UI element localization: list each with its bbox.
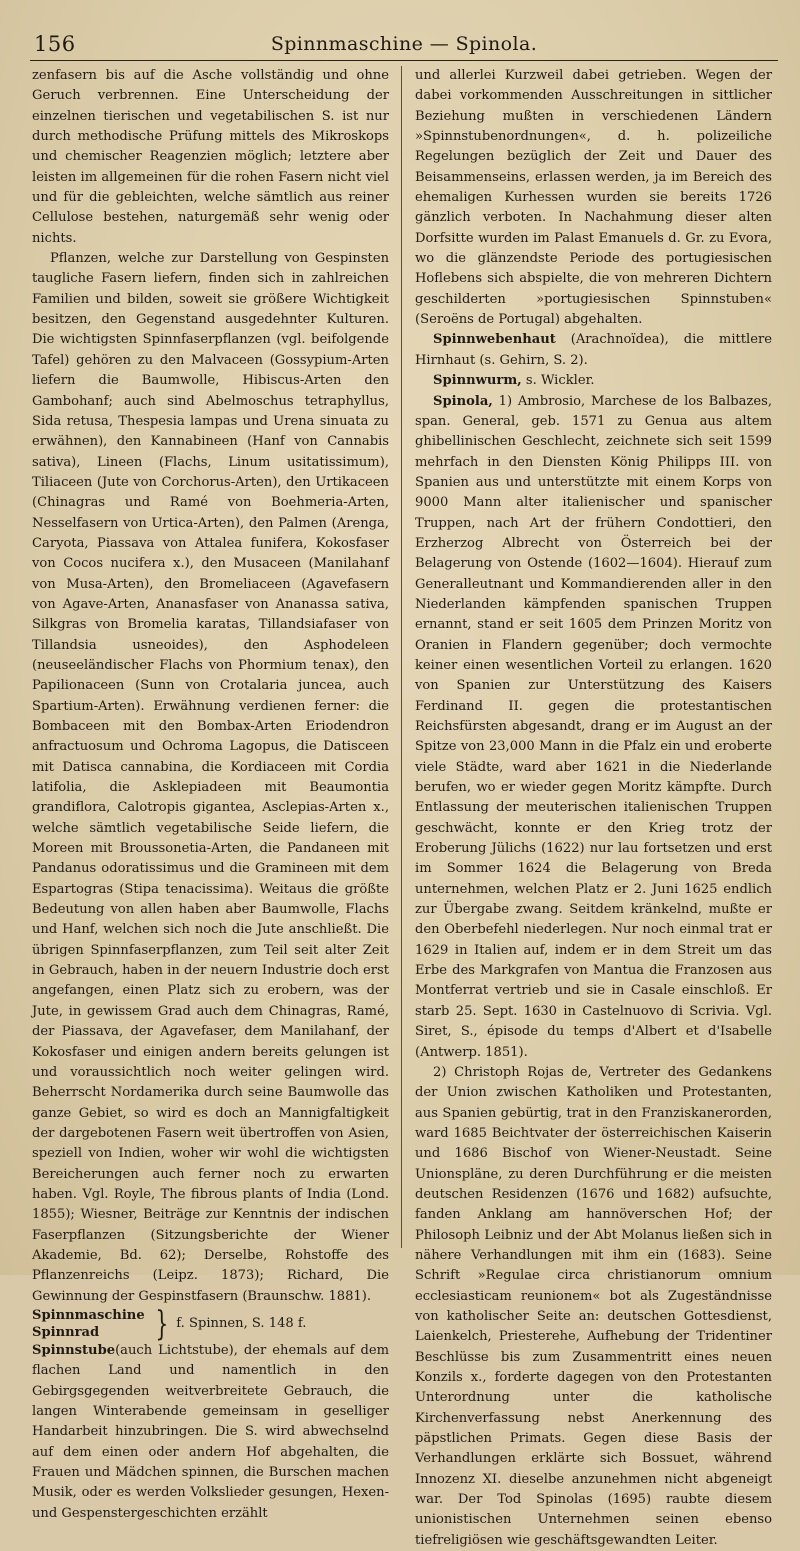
entry-spinola-christoph: 2) Christoph Rojas de, Vertreter des Gedankens der Union zwischen Katholiken und Protestanten, aus Spanien gebürtig, trat in den Franziskanerorden, ward 1685 Beichtvater der österreichischen Kaiserin und 1686 Bischof von Wiener-Neustadt. Seine Unionspläne, zu deren Durchführung er die meisten deutschen Residenzen (1676 und 1682) aufsuchte, fanden Anklang am hannöverschen Hof; der Philosoph Leibniz und der Abt Molanus ließen sich in nähere Verhandlungen mit ihm ein (1683). Seine Schrift »Regulae circa christianorum omnium ecclesiasticam reunionem« bot als Zugeständnisse von katholischer Seite an: deutschen Gottesdienst, Laienkelch, Priesterehe, Aufhebung der Tridentiner Beschlüsse bis zum Zusammentritt eines neuen Konzils x., forderte dagegen von den Protestanten Unterordnung unter die katholische Kirchenverfassung nebst Anerkennung des päpstlichen Primats. Gegen diese Basis der Verhandlungen erklärte sich Bossuet, während Innozenz XI. dieselbe anzunehmen nicht abgeneigt war. Der Tod Spinolas (1695) raubte diesem unionistischen Unternehmen seinen ebenso tiefreligiösen wie geschäftsgewandten Leiter. xyxy=(415,1064,772,1548)
entry-spinnwebenhaut-text: (Arachnoïdea), die mittlere Hirnhaut (s. Gehirn, S. 2). xyxy=(415,332,772,368)
headword-spinnwebenhaut: Spinnwebenhaut xyxy=(433,332,556,348)
running-title: Spinnmaschine — Spinola. xyxy=(270,33,538,55)
right-column xyxy=(415,66,772,1548)
page-header xyxy=(30,30,778,61)
entry-spinnwurm-text: s. Wickler. xyxy=(525,373,595,389)
headword-spinola: Spinola, xyxy=(433,393,493,409)
fiber-plants-paragraph: Pflanzen, welche zur Darstellung von Gespinsten taugliche Fasern liefern, finden sich in zahlreichen Familien und bilden, soweit sie größere Wichtigkeit besitzen, den Gegenstand ausgedehnter Kulturen. Die wichtigsten Spinnfaserpflanzen (vgl. beifolgende Tafel) gehören zu den Malvaceen (Gossypium-Arten liefern die Baumwolle, Hibiscus-Arten den Gambohanf; auch sind Abelmoschus tetraphyllus, Sida retusa, Thespesia lampas und Urena sinuata zu erwähnen), den Kannabineen (Hanf von Cannabis sativa), Lineen (Flachs, Linum usitatissimum), Tiliaceen (Jute von Corchorus-Arten), den Urtikaceen (Chinagras und Ramé von Boehmeria-Arten, Nesselfasern von Urtica-Arten), den Palmen (Arenga, Caryota, Piassava von Attalea funifera, Kokosfaser von Cocos nucifera x.), den Musaceen (Manilahanf von Musa-Arten), den Bromeliaceen (Agavefasern von Agave-Arten, Ananasfaser von Ananassa sativa, Silkgras von Bromelia karatas, Tillandsiafaser von Tillandsia usneoides), den Asphodeleen (neuseeländischer Flachs von Phormium tenax), den Papilionaceen (Sunn von Crotalaria juncea, auch Spartium-Arten). Erwähnung verdienen ferner: die Bombaceen mit den Bombax-Arten Eriodendron anfractuosum und Ochroma Lagopus, die Datisceen mit Datisca cannabina, die Kordiaceen mit Cordia latifolia, die Asklepiadeen mit Beaumontia grandiflora, Calotropis gigantea, Asclepias-Arten x., welche sämtlich vegetabilische Seide liefern, die Moreen mit Broussonetia-Arten, die Pandaneen mit Pandanus odoratissimus und die Gramineen mit dem Espartogras (Stipa tenacissima). Weitaus die größte Bedeutung von allen haben aber Baumwolle, Flachs und Hanf, welchen sich noch die Jute anschließt. Die übrigen Spinnfaserpflanzen, zum Teil seit alter Zeit in Gebrauch, haben in der neuern Industrie doch erst angefangen, einen Platz sich zu erobern, was der Jute, in gewissem Grad auch dem Chinagras, Ramé, der Piassava, der Agavefaser, dem Manilahanf, der Kokosfaser und einigen andern bereits gelungen ist und voraussichtlich noch weiter gelingen wird. Beherrscht Nordamerika durch seine Baumwolle das ganze Gebiet, so wird es doch an Mannigfaltigkeit der dargebotenen Fasern weit übertroffen von Asien, speziell von Indien, woher wir wohl die wichtigsten Bereicherungen auch ferner noch zu erwarten haben. Vgl. Royle, The fibrous plants of India (Lond. 1855); Wiesner, Beiträge zur Kenntnis der indischen Faserpflanzen (Sitzungsberichte der Wiener Akademie, Bd. 62); Derselbe, Rohstoffe des Pflanzenreichs (Leipz. 1873); Richard, Die Gewinnung der Gespinstfasern (Braunschw. 1881). xyxy=(32,251,389,1304)
page-number: 156 xyxy=(34,32,76,56)
headword-spinnstube: Spinnstube xyxy=(32,1342,116,1358)
headword-spinnmaschine: Spinnmaschine xyxy=(32,1307,145,1323)
headword-spinnwurm: Spinnwurm, xyxy=(433,373,522,389)
brace-symbol: } xyxy=(154,1303,168,1344)
entry-spinnwebenhaut xyxy=(415,330,772,371)
entry-spinnstube xyxy=(32,1341,389,1524)
cross-reference-text: f. Spinnen, S. 148 f. xyxy=(176,1315,307,1331)
entry-spinnwurm xyxy=(415,371,772,391)
spinnstube-continuation: und allerlei Kurzweil dabei getrieben. Wegen der dabei vorkommenden Ausschreitungen in sittlicher Beziehung mußten in verschiedenen Ländern »Spinnstubenordnungen«, d. h. polizeiliche Regelungen bezüglich der Zeit und Dauer des Beisammenseins, erlassen werden, ja im Bereich des ehemaligen Kurhessen wurden sie bereits 1726 gänzlich verboten. In Nachahmung dieser alten Dorfsitte wurden im Palast Emanuels d. Gr. zu Evora, wo die glänzendste Periode des portugiesischen Hoflebens sich abspielte, die von mehreren Dichtern geschilderten »portugiesischen Spinnstuben« (Seroëns de Portugal) abgehalten. xyxy=(415,68,772,328)
column-divider xyxy=(401,66,402,1248)
left-column xyxy=(32,66,389,1521)
entry-spinnstube-text: (auch Lichtstube), der ehemals auf dem flachen Land und namentlich in den Gebirgsgegenden weitverbreitete Gebrauch, die langen Winterabende gemeinsam in geselliger Handarbeit hinzubringen. Die S. wird abwechselnd auf dem einen oder andern Hof abgehalten, die Frauen und Mädchen spinnen, die Burschen machen Musik, oder es werden Volkslieder gesungen, Hexen- und Gespenstergeschichten erzählt xyxy=(32,1342,389,1521)
fiber-burning-paragraph: zenfasern bis auf die Asche vollständig und ohne Geruch verbrennen. Eine Unterscheidung der einzelnen tierischen und vegetabilischen S. ist nur durch methodische Prüfung mittels des Mikroskops und chemischer Reagenzien möglich; letztere aber leisten im allgemeinen für die rohen Fasern nicht viel und für die gebleichten, welche sämtlich aus reiner Cellulose bestehen, naturgemäß sehr wenig oder nichts. xyxy=(32,68,389,246)
entry-spinola xyxy=(415,392,772,1063)
cross-reference-entry xyxy=(32,1303,389,1344)
cross-reference-headwords xyxy=(32,1307,145,1341)
entry-spinola-ambrosio: 1) Ambrosio, Marchese de los Balbazes, span. General, geb. 1571 zu Genua aus altem ghibellinischen Geschlecht, zeichnete sich seit 1599 mehrfach in den Diensten König Philipps III. von Spanien aus und unterstützte mit einem Korps von 9000 Mann alter italienischer und spanischer Truppen, nach Art der frühern Condottieri, den Erzherzog Albrecht von Österreich bei der Belagerung von Ostende (1602—1604). Hierauf zum Generalleutnant und Kommandierenden aller in den Niederlanden kämpfenden spanischen Truppen ernannt, stand er seit 1605 dem Prinzen Moritz von Oranien in Flandern gegenüber; doch vermochte keiner einen wesentlichen Vorteil zu erlangen. 1620 von Spanien zur Unterstützung des Kaisers Ferdinand II. gegen die protestantischen Reichsfürsten abgesandt, drang er im August an der Spitze von 23,000 Mann in die Pfalz ein und eroberte viele Städte, ward aber 1621 in die Niederlande berufen, wo er wieder gegen Moritz kämpfte. Durch Entlassung der meuterischen italienischen Truppen geschwächt, konnte er den Krieg trotz der Eroberung Jülichs (1622) nur lau fortsetzen und erst im Sommer 1624 die Belagerung von Breda unternehmen, welchen Platz er 2. Juni 1625 endlich zur Übergabe zwang. Seitdem kränkelnd, mußte er den Oberbefehl niederlegen. Nur noch einmal trat er 1629 in Italien auf, indem er in dem Streit um das Erbe des Markgrafen von Mantua die Franzosen aus Montferrat vertrieb und sie in Casale einschloß. Er starb 25. Sept. 1630 in Castelnuovo di Scrivia. Vgl. Siret, S., épisode du temps d'Albert et d'Isabelle (Antwerp. 1851). xyxy=(415,393,772,1060)
headword-spinnrad: Spinnrad xyxy=(32,1324,100,1340)
